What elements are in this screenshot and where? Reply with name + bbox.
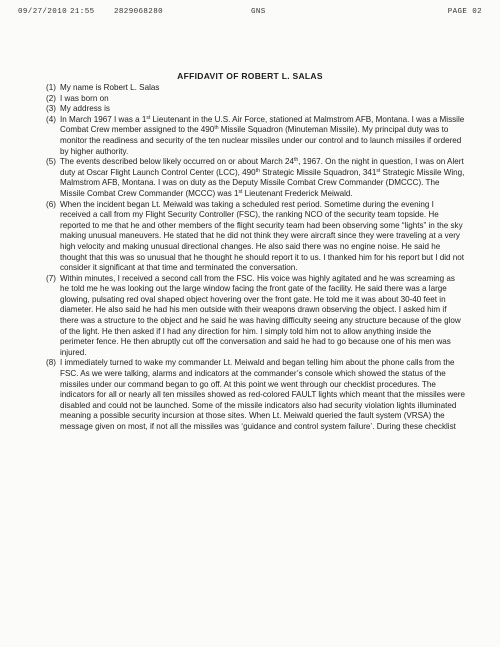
- paragraph-list: [46, 83, 466, 433]
- paragraph-text: In March 1967 I was a 1st Lieutenant in the U.S. Air Force, stationed at Malmstrom AFB, Montana. I was a Missile Combat Crew member assigned to the 490th Missile Squadron (Minuteman Missile). My principal duty was to monitor the readiness and security of the ten nuclear missiles under our control and to launch missiles if ordered by higher authority.: [60, 114, 465, 156]
- fax-number: 2829068280: [114, 8, 164, 16]
- paragraph-number: (2): [46, 93, 56, 103]
- paragraph-text: The events described below likely occurred on or about March 24th, 1967. On the night in question, I was on Alert duty at Oscar Flight Launch Control Center (LCC), 490th Strategic Missile Squadron, 341st Strategic Missile Wing, Malmstrom AFB, Montana. I was on duty as the Deputy Missile Combat Crew Commander (DMCCC). The Missile Combat Crew Commander (MCCC) was 1st Lieutenant Frederick Meiwald.: [60, 157, 465, 198]
- paragraph-number: (8): [46, 358, 56, 368]
- paragraph-text: I immediately turned to wake my commander Lt. Meiwald and began telling him about the phone calls from the FSC. As we were talking, alarms and indicators at the commander’s console which showed the status of the missiles under our command began to go off. At this point we went through our checklist procedures. The indicators for all or nearly all ten missiles showed as red-colored FAULT lights which meant that the missiles were disabled and could not be launched. Some of the missile indicators also had security violation lights illuminated meaning a possible security incursion at those sites. When Lt. Meiwald queried the fault system (VRSA) the message given on most, if not all the missiles was ‘guidance and control system failure’. During these checklist: [60, 358, 466, 431]
- paragraph-8: [46, 358, 466, 432]
- paragraph-text: My name is Robert L. Salas: [60, 83, 160, 92]
- paragraph-number: (1): [46, 83, 56, 92]
- paragraph-number: (7): [46, 273, 56, 283]
- fax-header: [18, 8, 482, 22]
- paragraph-2: [46, 94, 466, 105]
- paragraph-text: I was born on: [60, 93, 109, 103]
- document-title: AFFIDAVIT OF ROBERT L. SALAS: [177, 71, 323, 81]
- paragraph-number: (3): [46, 104, 56, 114]
- paragraph-6: [46, 200, 466, 274]
- paragraph-1: [46, 83, 466, 94]
- paragraph-number: (4): [46, 114, 56, 124]
- paragraph-text: Within minutes, I received a second call from the FSC. His voice was highly agitated and he was screaming as he told me he was looking out the large window facing the front gate of the facility. He said there was a large glowing, pulsating red oval shaped object hovering over the front gate. He told me it was about 30-40 feet in diameter. He also said he had his men outside with their weapons drawn observing the object. I asked him if there was a structure to the object and he said he was having difficulty seeing any structure because of the glow of the light. He then asked if I had any direction for him. I simply told him not to allow anything inside the perimeter fence. He then abruptly cut off the conversation and said he had to go because one of his men was injured.: [60, 273, 461, 357]
- fax-date: 09/27/2010: [18, 8, 68, 16]
- fax-company: GNS: [251, 8, 266, 16]
- paragraph-3: [46, 104, 466, 115]
- fax-time: 21:55: [70, 8, 95, 16]
- paragraph-7: [46, 274, 466, 359]
- paragraph-number: (6): [46, 199, 56, 209]
- fax-page-number: PAGE 02: [447, 8, 482, 16]
- paragraph-text: When the incident began Lt. Meiwald was taking a scheduled rest period. Sometime during the evening I received a call from my Flight Security Controller (FSC), the ranking NCO of the security team topside. He reported to me that he and other members of the flight security team had been observing some “lights” in the sky making unusual maneuvers. He stated that he did not think they were aircraft since they were traveling at a very high velocity and making unusual directional changes. He also said there was no engine noise. He said he thought that this was so unusual that he thought he should report it to us. I thanked him for his report but I did not consider it significant at that time and terminated the conversation.: [60, 199, 465, 273]
- paragraph-5: [46, 157, 466, 199]
- paragraph-text: My address is: [60, 104, 110, 114]
- paragraph-number: (5): [46, 157, 56, 167]
- paragraph-4: [46, 115, 466, 157]
